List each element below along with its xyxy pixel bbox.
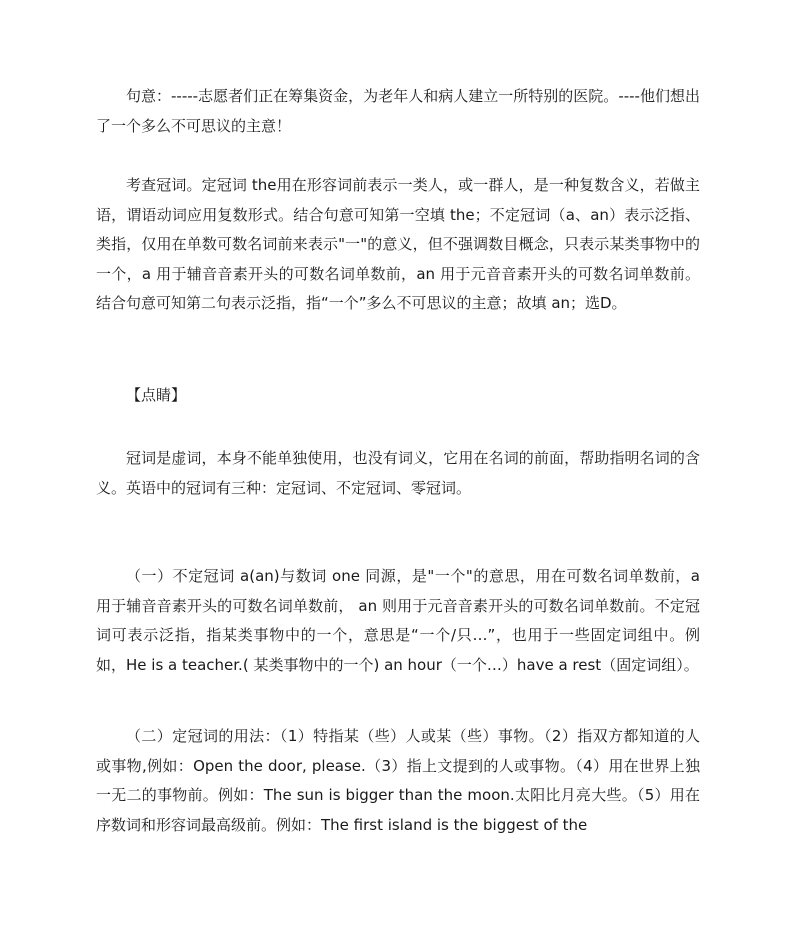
- translation-paragraph: 句意：-----志愿者们正在筹集资金，为老年人和病人建立一所特别的医院。----他们想出了一个多么不可思议的主意！: [96, 87, 700, 135]
- definite-article-paragraph: （二）定冠词的用法：（1）特指某（些）人或某（些）事物。（2）指双方都知道的人或事物,例如：Open the door, please.（3）指上文提到的人或事物。（4）用在世界上独一无二的事物前。例如：The sun is bigger than the moon.太阳比月亮大些。（5）用在序数词和形容词最高级前。例如：The first island is the biggest of the: [96, 727, 700, 834]
- indefinite-article-paragraph: （一）不定冠词 a(an)与数词 one 同源，是"一个"的意思，用在可数名词单数前，a 用于辅音音素开头的可数名词单数前， an 则用于元音音素开头的可数名词单数前。不定冠词可表示泛指，指某类事物中的一个，意思是“一个/只…”，也用于一些固定词组中。例如，He is a teacher.( 某类事物中的一个) an hour（一个…）have a rest（固定词组）。: [96, 567, 700, 674]
- key-point-heading: 【点睛】: [126, 386, 187, 404]
- article-intro-paragraph: 冠词是虚词，本身不能单独使用，也没有词义，它用在名词的前面，帮助指明名词的含义。英语中的冠词有三种：定冠词、不定冠词、零冠词。: [96, 449, 700, 497]
- explanation-paragraph: 考查冠词。定冠词 the用在形容词前表示一类人，或一群人，是一种复数含义，若做主语，谓语动词应用复数形式。结合句意可知第一空填 the；不定冠词（a、an）表示泛指、类指，仅用在单数可数名词前来表示"一"的意义，但不强调数目概念，只表示某类事物中的一个，a 用于辅音音素开头的可数名词单数前，an 用于元音音素开头的可数名词单数前。结合句意可知第二句表示泛指，指“一个”多么不可思议的主意；故填 an；选D。: [96, 176, 700, 312]
